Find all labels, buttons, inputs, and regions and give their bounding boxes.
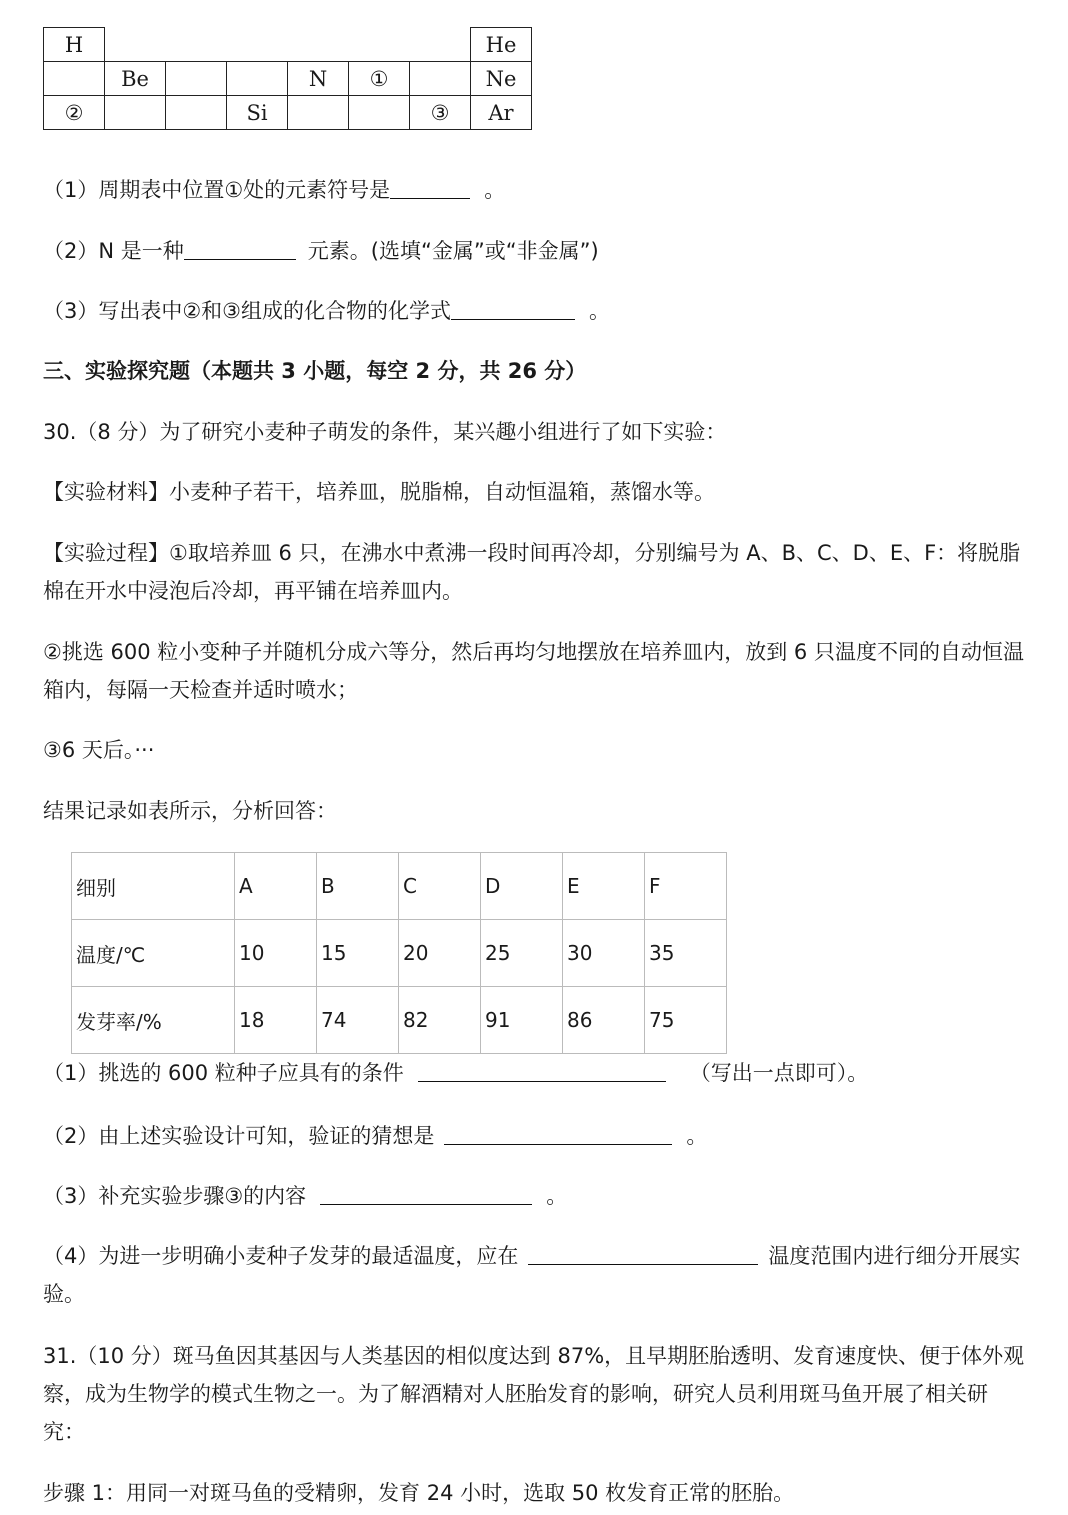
answer-blank[interactable] xyxy=(390,176,470,199)
element-cell: He xyxy=(471,28,532,62)
table-cell: 18 xyxy=(235,987,317,1054)
answer-blank[interactable] xyxy=(444,1122,672,1145)
element-cell xyxy=(166,96,227,130)
question-text: 。 xyxy=(546,1184,568,1208)
q31-step-1: 步骤 1：用同一对斑马鱼的受精卵，发育 24 小时，选取 50 枚发育正常的胚胎。 xyxy=(43,1481,795,1505)
element-cell xyxy=(44,62,105,96)
answer-blank[interactable] xyxy=(320,1182,532,1205)
q29-1 xyxy=(43,172,505,208)
table-row xyxy=(72,853,727,920)
q30-process-2: ②挑选 600 粒小变种子并随机分成六等分，然后再均匀地摆放在培养皿内，放到 6 只温度不同的自动恒温箱内，每隔一天检查并适时喷水； xyxy=(43,640,1024,702)
table-cell: E xyxy=(563,853,645,920)
question-text: 温度范围内进行细分开展实验。 xyxy=(43,1244,1021,1306)
table-cell: 35 xyxy=(645,920,727,987)
table-row xyxy=(72,920,727,987)
question-text: （写出一点即可）。 xyxy=(689,1061,869,1085)
question-text: 。 xyxy=(686,1124,708,1148)
results-table xyxy=(71,852,727,1054)
answer-blank[interactable] xyxy=(528,1242,758,1265)
table-cell: F xyxy=(645,853,727,920)
question-text: 。 xyxy=(589,299,611,323)
element-cell: H xyxy=(44,28,105,62)
element-cell: Ar xyxy=(471,96,532,130)
periodic-table xyxy=(43,27,532,130)
answer-blank[interactable] xyxy=(418,1059,666,1082)
question-text: （2）N 是一种 xyxy=(43,239,184,263)
table-cell: 25 xyxy=(481,920,563,987)
periodic-row-2 xyxy=(44,62,532,96)
element-cell: Si xyxy=(227,96,288,130)
question-text: （1）周期表中位置①处的元素符号是 xyxy=(43,178,391,202)
question-text: 。 xyxy=(484,178,506,202)
question-text: （4）为进一步明确小麦种子发芽的最适温度，应在 xyxy=(43,1244,519,1268)
q30-process-3: ③6 天后。··· xyxy=(43,738,155,762)
element-cell xyxy=(288,96,349,130)
blank-cell xyxy=(105,28,471,62)
element-cell: ② xyxy=(44,96,105,130)
table-cell: B xyxy=(317,853,399,920)
table-row xyxy=(72,987,727,1054)
element-cell: ① xyxy=(349,62,410,96)
question-text: （1）挑选的 600 粒种子应具有的条件 xyxy=(43,1061,404,1085)
q30-4 xyxy=(43,1237,1028,1313)
table-cell: 10 xyxy=(235,920,317,987)
table-cell: 20 xyxy=(399,920,481,987)
element-cell xyxy=(227,62,288,96)
q30-intro: 30.（8 分）为了研究小麦种子萌发的条件，某兴趣小组进行了如下实验： xyxy=(43,420,727,444)
section-title: 三、实验探究题（本题共 3 小题，每空 2 分，共 26 分） xyxy=(43,359,587,383)
element-cell: ③ xyxy=(410,96,471,130)
element-cell xyxy=(349,96,410,130)
element-cell: N xyxy=(288,62,349,96)
table-cell: A xyxy=(235,853,317,920)
table-cell: 发芽率/% xyxy=(72,987,235,1054)
element-cell: Be xyxy=(105,62,166,96)
q30-process-1: 【实验过程】①取培养皿 6 只，在沸水中煮沸一段时间再冷却，分别编号为 A、B、C、D、E、F：将脱脂棉在开水中浸泡后冷却，再平铺在培养皿内。 xyxy=(43,541,1021,603)
q30-3 xyxy=(43,1178,567,1214)
table-cell: C xyxy=(399,853,481,920)
element-cell: Ne xyxy=(471,62,532,96)
table-cell: 15 xyxy=(317,920,399,987)
table-cell: 82 xyxy=(399,987,481,1054)
q30-1 xyxy=(43,1055,868,1091)
q30-materials: 【实验材料】小麦种子若干，培养皿，脱脂棉，自动恒温箱，蒸馏水等。 xyxy=(43,480,715,504)
q30-result-intro: 结果记录如表所示，分析回答： xyxy=(43,799,337,823)
periodic-row-3 xyxy=(44,96,532,130)
answer-blank[interactable] xyxy=(451,297,575,320)
q31-intro: 31.（10 分）斑马鱼因其基因与人类基因的相似度达到 87%，且早期胚胎透明、发育速度快、便于体外观察，成为生物学的模式生物之一。为了解酒精对人胚胎发育的影响，研究人员利用斑马鱼开展了相关研究： xyxy=(43,1344,1025,1444)
question-text: （3）补充实验步骤③的内容 xyxy=(43,1184,307,1208)
element-cell xyxy=(105,96,166,130)
table-cell: 75 xyxy=(645,987,727,1054)
table-cell: 86 xyxy=(563,987,645,1054)
element-cell xyxy=(410,62,471,96)
q29-2 xyxy=(43,233,599,269)
table-cell: 91 xyxy=(481,987,563,1054)
table-cell: 细别 xyxy=(72,853,235,920)
question-text: （3）写出表中②和③组成的化合物的化学式 xyxy=(43,299,452,323)
question-text: （2）由上述实验设计可知，验证的猜想是 xyxy=(43,1124,435,1148)
periodic-row-1 xyxy=(44,28,532,62)
q30-2 xyxy=(43,1118,707,1154)
table-cell: 30 xyxy=(563,920,645,987)
element-cell xyxy=(166,62,227,96)
answer-blank[interactable] xyxy=(184,237,296,260)
table-cell: 温度/℃ xyxy=(72,920,235,987)
table-cell: 74 xyxy=(317,987,399,1054)
q29-3 xyxy=(43,293,610,329)
question-text: 元素。(选填“金属”或“非金属”) xyxy=(307,239,599,263)
table-cell: D xyxy=(481,853,563,920)
